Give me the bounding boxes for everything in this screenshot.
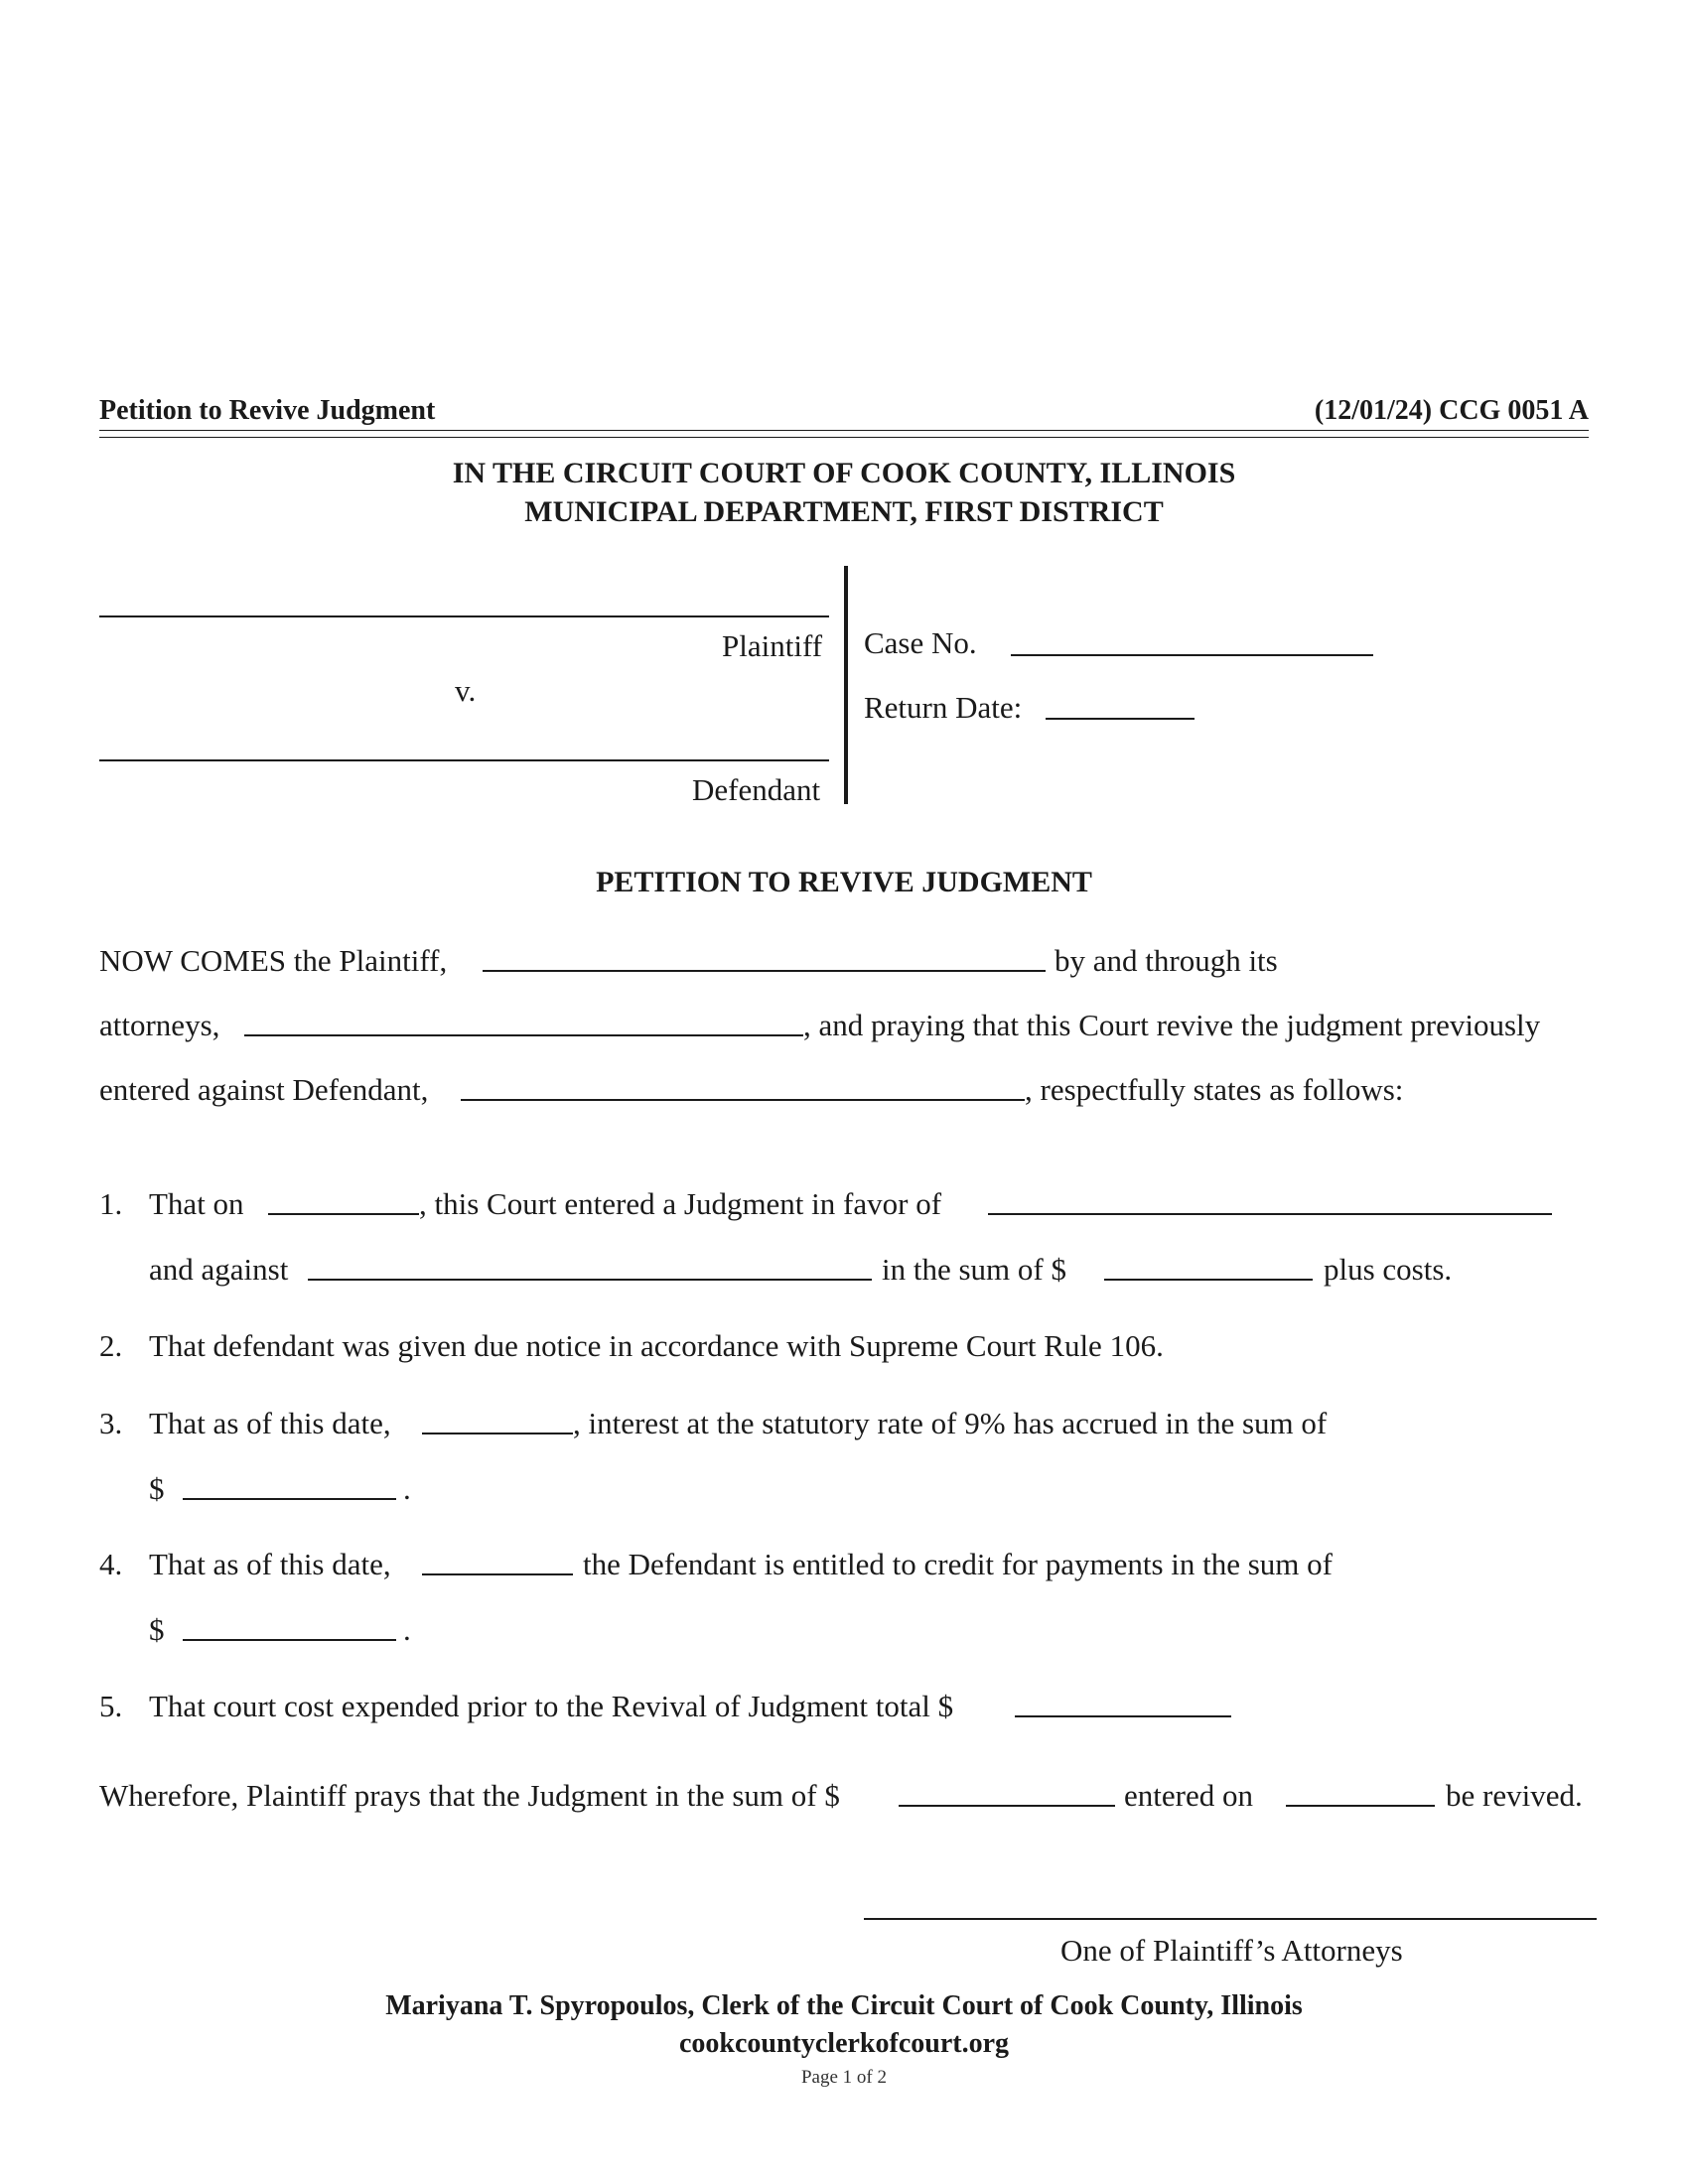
defendant-name-line[interactable]	[99, 759, 829, 761]
item-3-number: 3.	[99, 1406, 123, 1440]
attorneys-field[interactable]	[244, 1034, 803, 1036]
plaintiff-name-line[interactable]	[99, 615, 829, 617]
document-title: PETITION TO REVIVE JUDGMENT	[596, 866, 1092, 898]
intro-line-1b: by and through its	[1055, 943, 1278, 978]
revive-date-field[interactable]	[1286, 1805, 1435, 1807]
wherefore-text-b: entered on	[1124, 1778, 1253, 1813]
item-4-number: 4.	[99, 1547, 123, 1581]
item-1-text-c: and against	[149, 1252, 289, 1287]
intro-line-1a: NOW COMES the Plaintiff,	[99, 943, 448, 978]
attorney-signature-line[interactable]	[864, 1918, 1597, 1920]
header-rule-bottom	[99, 437, 1589, 438]
item-5-number: 5.	[99, 1689, 123, 1723]
clerk-website[interactable]: cookcountyclerkofcourt.org	[678, 2028, 1010, 2059]
intro-line-2b: , and praying that this Court revive the judgment previously	[803, 1008, 1541, 1042]
signature-label: One of Plaintiff’s Attorneys	[1060, 1933, 1403, 1968]
case-no-label: Case No.	[864, 625, 977, 660]
judgment-date-field[interactable]	[268, 1213, 419, 1215]
court-cost-field[interactable]	[1015, 1715, 1231, 1717]
intro-line-3a: entered against Defendant,	[99, 1072, 429, 1107]
interest-sum-field[interactable]	[183, 1498, 396, 1500]
item-4-period: .	[403, 1612, 411, 1647]
interest-date-field[interactable]	[422, 1433, 573, 1434]
form-title: Petition to Revive Judgment	[99, 395, 436, 426]
item-3-period: .	[403, 1471, 411, 1506]
versus-label: v.	[455, 673, 477, 708]
case-no-field[interactable]	[1011, 654, 1373, 656]
item-1-text-a: That on	[149, 1186, 244, 1221]
return-date-field[interactable]	[1046, 718, 1195, 720]
item-2-number: 2.	[99, 1328, 123, 1363]
return-date-label: Return Date:	[864, 690, 1023, 725]
wherefore-text-c: be revived.	[1446, 1778, 1583, 1813]
judgment-in-favor-field[interactable]	[988, 1213, 1552, 1215]
defendant-label: Defendant	[692, 772, 821, 807]
clerk-footer: Mariyana T. Spyropoulos, Clerk of the Circuit Court of Cook County, Illinois	[385, 1990, 1303, 2021]
revive-sum-field[interactable]	[899, 1805, 1115, 1807]
item-4-text-a: That as of this date,	[149, 1547, 391, 1581]
plaintiff-label: Plaintiff	[722, 628, 823, 663]
caption-divider	[844, 566, 848, 804]
defendant-field[interactable]	[461, 1099, 1025, 1101]
item-1-text-b: , this Court entered a Judgment in favor of	[419, 1186, 942, 1221]
credit-sum-field[interactable]	[183, 1639, 396, 1641]
intro-line-3b: , respectfully states as follows:	[1025, 1072, 1404, 1107]
intro-line-2a: attorneys,	[99, 1008, 220, 1042]
judgment-sum-field[interactable]	[1104, 1279, 1313, 1281]
item-1-number: 1.	[99, 1186, 123, 1221]
item-2-text: That defendant was given due notice in accordance with Supreme Court Rule 106.	[149, 1328, 1164, 1363]
header-rule-top	[99, 430, 1589, 431]
item-3-text-a: That as of this date,	[149, 1406, 391, 1440]
item-3-text-b: , interest at the statutory rate of 9% has accrued in the sum of	[573, 1406, 1328, 1440]
wherefore-text-a: Wherefore, Plaintiff prays that the Judgment in the sum of $	[99, 1778, 840, 1813]
item-4-text-b: the Defendant is entitled to credit for payments in the sum of	[583, 1547, 1333, 1581]
item-3-dollar: $	[149, 1471, 165, 1506]
credit-date-field[interactable]	[422, 1573, 573, 1575]
item-5-text: That court cost expended prior to the Revival of Judgment total $	[149, 1689, 954, 1723]
item-4-dollar: $	[149, 1612, 165, 1647]
item-1-text-d: in the sum of $	[882, 1252, 1066, 1287]
judgment-against-field[interactable]	[308, 1279, 872, 1281]
page-number: Page 1 of 2	[800, 2067, 887, 2088]
item-1-text-e: plus costs.	[1324, 1252, 1453, 1287]
court-line-1: IN THE CIRCUIT COURT OF COOK COUNTY, ILLINOIS	[452, 457, 1236, 489]
court-line-2: MUNICIPAL DEPARTMENT, FIRST DISTRICT	[524, 495, 1164, 528]
plaintiff-field[interactable]	[483, 970, 1046, 972]
form-code: (12/01/24) CCG 0051 A	[1314, 395, 1589, 426]
